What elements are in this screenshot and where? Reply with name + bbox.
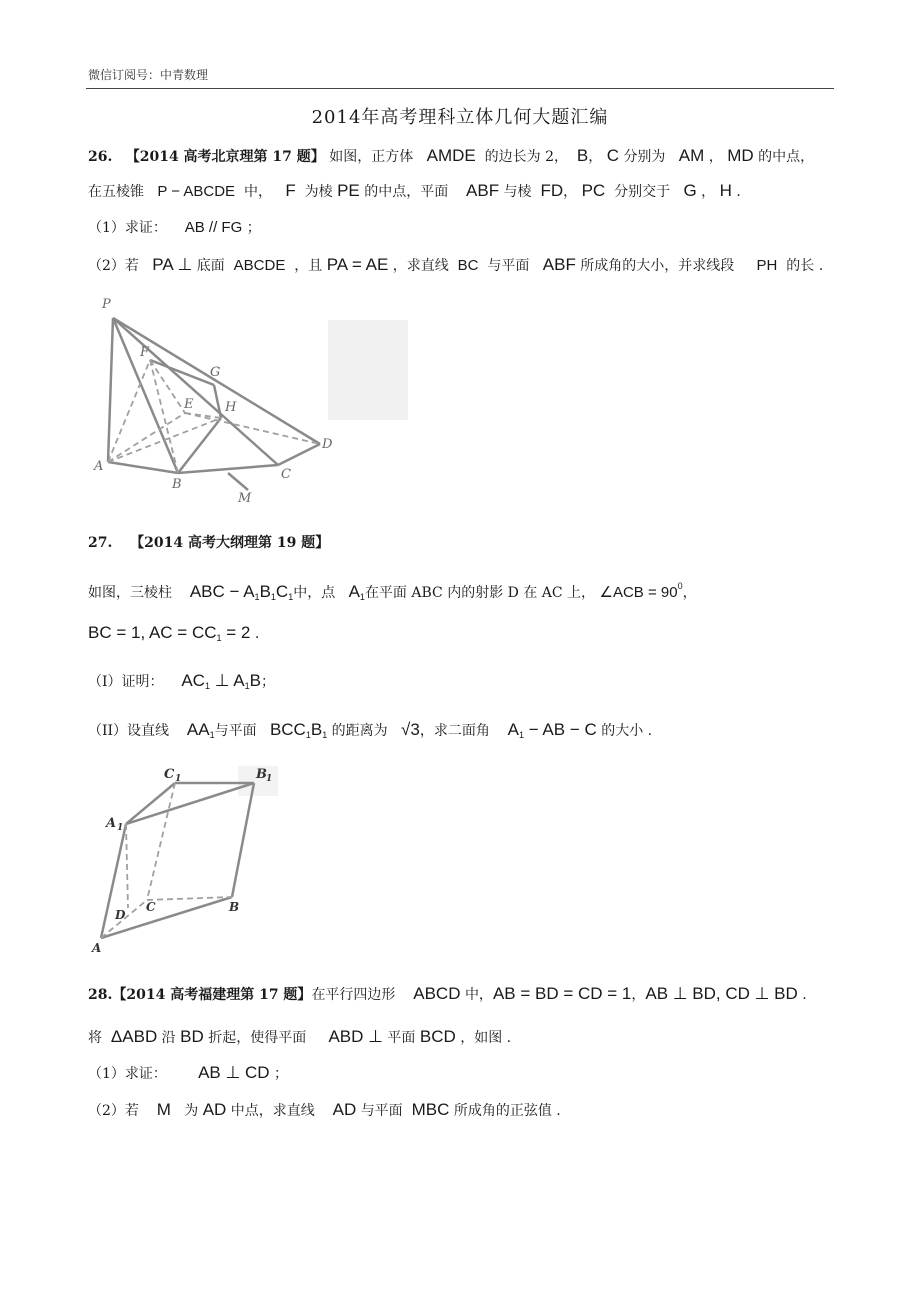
- text: 的中点，平面: [364, 184, 449, 200]
- text: ，求二面角: [419, 723, 490, 739]
- text: 分别交于: [614, 184, 671, 200]
- text: 的长 .: [786, 258, 824, 274]
- subscript: 1: [518, 730, 524, 740]
- edge-pa: [108, 318, 113, 462]
- math: ABC − A: [189, 582, 255, 601]
- problem-28-q1: [88, 1063, 288, 1084]
- label-b: B: [172, 477, 182, 492]
- math: A: [348, 582, 360, 601]
- label-d: D: [322, 437, 333, 452]
- problem-27-line-3: [88, 623, 259, 648]
- problem-27-line-1: [88, 533, 329, 553]
- prism-diagram: [88, 762, 288, 957]
- label-c1: C: [164, 767, 175, 782]
- text: ，: [682, 585, 697, 601]
- math-q1: [181, 671, 261, 690]
- problem-number: 26.: [88, 149, 113, 165]
- math: PA = AE: [326, 255, 389, 274]
- label-b1: B: [256, 767, 267, 782]
- text: 的大小 .: [601, 723, 653, 739]
- math: PC: [581, 181, 606, 200]
- label-h: H: [225, 400, 237, 415]
- question-label: （I）证明：: [88, 674, 164, 690]
- watermark-block: [328, 320, 408, 420]
- math: BCD: [419, 1027, 456, 1046]
- math: A: [507, 720, 519, 739]
- subscript: 1: [322, 730, 328, 740]
- math-angle: [599, 581, 683, 601]
- text: 与平面: [214, 723, 257, 739]
- label-c: C: [281, 467, 291, 482]
- text: 所成角的正弦值 .: [453, 1103, 561, 1119]
- math: ΔABD: [110, 1027, 158, 1046]
- edge-bm: [228, 473, 248, 490]
- text: 中，点: [293, 585, 336, 601]
- math-aa1: [187, 720, 215, 739]
- problem-source: 【2014 高考北京理第 17 题】: [125, 149, 325, 165]
- math: B: [259, 582, 271, 601]
- subscript: 1: [209, 730, 215, 740]
- math: ABCDE: [233, 257, 286, 274]
- text: 如图，正方体: [329, 149, 414, 165]
- question-label: （II）设直线: [88, 723, 170, 739]
- text: ；: [274, 1066, 289, 1082]
- math: B: [576, 146, 589, 165]
- problem-source: 【2014 高考福建理第 17 题】: [112, 987, 312, 1003]
- figure-26-pyramid: [88, 290, 418, 505]
- math: ABF: [542, 255, 576, 274]
- text: ；: [246, 220, 261, 236]
- math: BD: [180, 1027, 204, 1046]
- label-a1: A: [106, 816, 117, 831]
- math: PH: [756, 257, 778, 274]
- label-a: A: [92, 941, 102, 955]
- math: PE: [337, 181, 360, 200]
- label-m: M: [238, 491, 252, 505]
- problem-source: 【2014 高考大纲理第 19 题】: [130, 535, 330, 551]
- math: MBC: [411, 1100, 450, 1119]
- math: AD: [202, 1100, 227, 1119]
- text: 与棱: [503, 184, 532, 200]
- text: 在五棱锥: [88, 184, 144, 200]
- math: H: [719, 181, 732, 200]
- math: BC: [457, 257, 479, 274]
- text: 在平行四边形: [311, 987, 396, 1003]
- subscript: 1: [254, 592, 260, 602]
- text: 折起，使得平面: [208, 1030, 307, 1046]
- subscript: 1: [288, 592, 294, 602]
- math: PA ⊥: [152, 255, 193, 274]
- math: BCC: [269, 720, 306, 739]
- problem-28-line-1: [88, 984, 807, 1005]
- question-label: （1）求证：: [88, 220, 167, 236]
- math: AB = BD = CD = 1: [492, 984, 632, 1003]
- question-label: （2）若: [88, 1103, 139, 1119]
- text: 在平面 ABC 内的射影 D 在 AC 上，: [364, 585, 596, 601]
- text: 的距离为: [331, 723, 388, 739]
- edge-pb: [113, 318, 178, 473]
- subscript: 1: [216, 633, 222, 643]
- math: AC: [181, 671, 205, 690]
- math-prism: [190, 582, 293, 601]
- math: AB ⊥ BD, CD ⊥ BD: [645, 984, 798, 1003]
- text: 与平面: [487, 258, 530, 274]
- math: F: [285, 181, 296, 200]
- math: AD: [332, 1100, 357, 1119]
- math: ABCD: [413, 984, 461, 1003]
- math: B: [249, 671, 261, 690]
- text: 平面: [387, 1030, 416, 1046]
- problem-27-line-2: [88, 576, 697, 607]
- problem-26-q1: [88, 218, 261, 238]
- header-subscription: 微信订阅号：中青数理: [88, 68, 209, 82]
- question-label: （1）求证：: [88, 1066, 167, 1082]
- text: 为: [184, 1103, 199, 1119]
- text: 中，: [243, 184, 272, 200]
- text: 沿: [161, 1030, 176, 1046]
- text: ；: [261, 674, 275, 690]
- text: 的中点，: [758, 149, 815, 165]
- math: P − ABCDE: [157, 183, 236, 200]
- math: AA: [186, 720, 210, 739]
- math: C: [275, 582, 289, 601]
- math: √3: [401, 720, 420, 739]
- math-dihedral: [508, 720, 597, 739]
- subscript: 1: [244, 681, 250, 691]
- math: − AB − C: [524, 720, 597, 739]
- label-a: A: [94, 459, 104, 474]
- edge-bc: [178, 465, 278, 473]
- label-f: F: [140, 345, 150, 360]
- label-c1-sub: 1: [175, 774, 182, 784]
- problem-27-q2: [88, 720, 652, 745]
- header-rule: [86, 88, 834, 89]
- figure-27-prism: [88, 762, 288, 957]
- problem-28-line-2: [88, 1027, 511, 1048]
- text: 的边长为 2，: [484, 149, 568, 165]
- math-a1: [349, 582, 365, 601]
- text: ，如图 .: [460, 1030, 512, 1046]
- label-e: E: [184, 397, 194, 412]
- edge-hg: [214, 385, 221, 418]
- edge-ab: [108, 462, 178, 473]
- edge-ae-hidden: [108, 413, 185, 462]
- problem-26-line-2: [88, 181, 741, 202]
- text: .: [736, 184, 741, 200]
- edge-bh: [178, 418, 221, 473]
- problem-27-q1: [88, 671, 275, 696]
- subscript: 1: [359, 592, 365, 602]
- text: .: [254, 626, 260, 642]
- math: FD: [540, 181, 564, 200]
- edge-a1b1: [126, 783, 254, 824]
- text: ，求直线: [392, 258, 449, 274]
- text: 与平面: [360, 1103, 403, 1119]
- subscript: 1: [204, 681, 210, 691]
- document-title: 2014年高考理科立体几何大题汇编: [311, 107, 609, 128]
- text: ，: [588, 149, 603, 165]
- text: ，: [631, 987, 646, 1003]
- edge-b1b: [232, 783, 254, 897]
- label-b1-sub: 1: [266, 774, 273, 784]
- text: 所成角的大小，并求线段: [580, 258, 735, 274]
- edge-a1c1: [126, 783, 175, 824]
- edge-c1c-hidden: [147, 783, 175, 900]
- text: ，: [563, 184, 578, 200]
- math: = 2: [221, 623, 251, 642]
- math: AB ⊥ CD: [198, 1063, 270, 1082]
- label-p: P: [102, 297, 111, 312]
- subscript: 1: [270, 592, 276, 602]
- edge-eh-hidden: [185, 413, 221, 418]
- pyramid-diagram: [88, 290, 418, 505]
- text: .: [802, 987, 807, 1003]
- problem-number: 28.: [88, 987, 113, 1003]
- math: ⊥ A: [209, 671, 245, 690]
- text: 中，: [464, 987, 493, 1003]
- text: 为棱: [304, 184, 333, 200]
- math: MD: [727, 146, 754, 165]
- text: 将: [88, 1030, 102, 1046]
- superscript: 0: [677, 581, 683, 591]
- math: AMDE: [426, 146, 476, 165]
- text: 底面: [196, 258, 225, 274]
- math: BC = 1, AC = CC: [88, 623, 217, 642]
- math-bcc1b1: [270, 720, 327, 739]
- edge-cb-hidden: [147, 897, 232, 900]
- math: AB // FG: [184, 219, 243, 236]
- math: G: [683, 181, 697, 200]
- text: ，且: [294, 258, 323, 274]
- question-label: （2）若: [88, 258, 139, 274]
- edge-af-hidden: [108, 360, 150, 462]
- text: 分别为: [623, 149, 666, 165]
- math: ABF: [466, 181, 500, 200]
- problem-26-q2: [88, 255, 823, 276]
- edge-a1d-hidden: [126, 824, 128, 908]
- edge-cd: [278, 444, 320, 465]
- math: M: [156, 1100, 171, 1119]
- math: ABD ⊥: [328, 1027, 383, 1046]
- text: ，: [708, 149, 723, 165]
- problem-26-line-1: [88, 146, 814, 167]
- math: C: [606, 146, 619, 165]
- math-lengths: [88, 623, 250, 642]
- label-g: G: [210, 365, 221, 380]
- problem-number: 27.: [88, 535, 113, 551]
- math: ∠ACB = 90: [599, 584, 678, 601]
- label-b: B: [229, 900, 240, 914]
- text: 中点，求直线: [230, 1103, 315, 1119]
- label-d: D: [115, 908, 126, 922]
- math: B: [310, 720, 323, 739]
- problem-28-q2: [88, 1100, 561, 1121]
- text: ，: [701, 184, 716, 200]
- subscript: 1: [305, 730, 311, 740]
- text: 如图，三棱柱: [88, 585, 172, 601]
- math: AM: [678, 146, 705, 165]
- label-a1-sub: 1: [117, 823, 124, 833]
- label-c: C: [146, 900, 156, 914]
